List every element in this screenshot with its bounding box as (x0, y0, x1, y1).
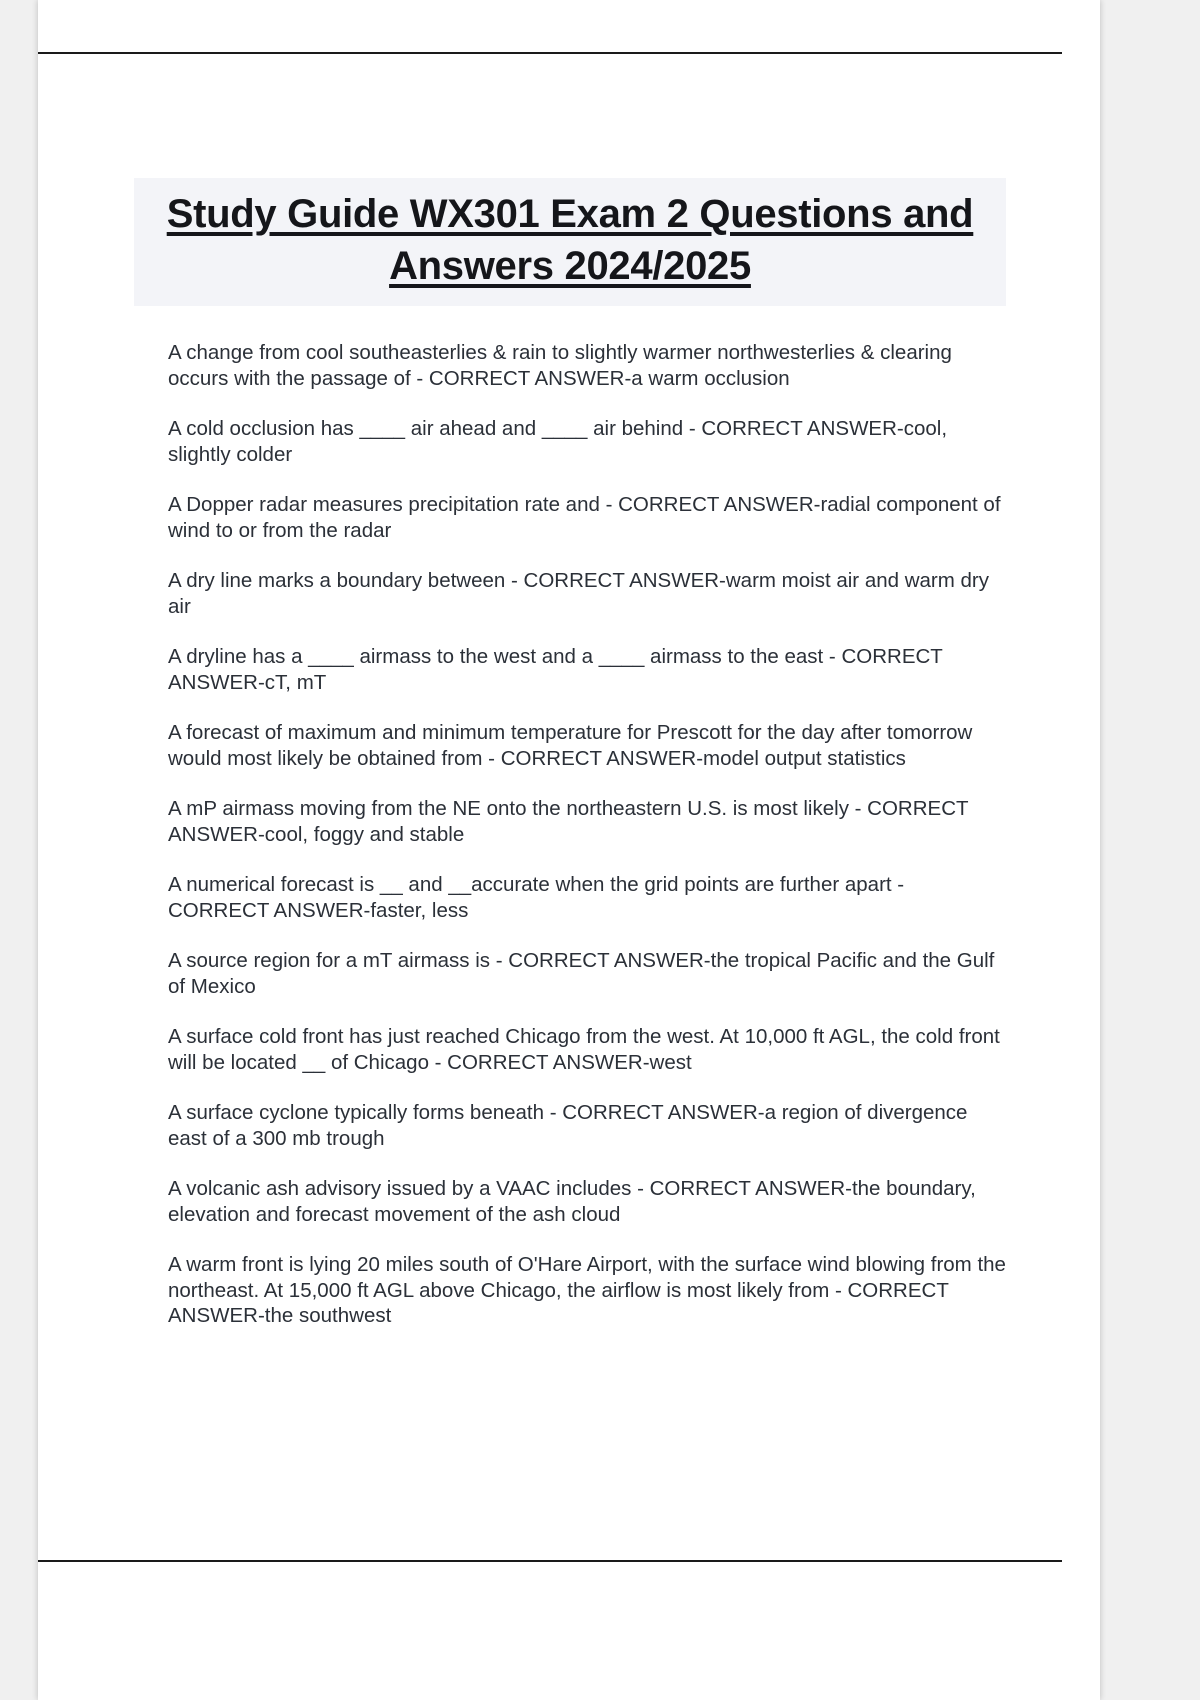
qa-item: A dryline has a ____ airmass to the west and a ____ airmass to the east - CORRECT ANSWER-cT, mT (168, 645, 943, 694)
qa-item: A dry line marks a boundary between - CORRECT ANSWER-warm moist air and warm dry air (168, 569, 990, 618)
qa-item: A surface cold front has just reached Chicago from the west. At 10,000 ft AGL, the cold front will be located __ of Chicago - CORRECT ANSWER-west (168, 1025, 1000, 1074)
qa-item: A volcanic ash advisory issued by a VAAC includes - CORRECT ANSWER-the boundary, elevation and forecast movement of the ash cloud (168, 1177, 976, 1226)
qa-item: A source region for a mT airmass is - CORRECT ANSWER-the tropical Pacific and the Gulf of Mexico (168, 949, 995, 998)
document-title-band (134, 178, 1006, 306)
qa-item: A numerical forecast is __ and __accurate when the grid points are further apart - CORRECT ANSWER-faster, less (168, 873, 905, 922)
document-page (38, 0, 1100, 1700)
header-divider (38, 52, 1062, 54)
qa-list (168, 340, 1010, 1329)
qa-item: A change from cool southeasterlies & rain to slightly warmer northwesterlies & clearing occurs with the passage of - CORRECT ANSWER-a warm occlusion (168, 341, 952, 390)
footer-divider (38, 1560, 1062, 1562)
qa-item: A cold occlusion has ____ air ahead and ____ air behind - CORRECT ANSWER-cool, slightly colder (168, 417, 948, 466)
qa-item: A Dopper radar measures precipitation rate and - CORRECT ANSWER-radial component of wind to or from the radar (168, 493, 1001, 542)
qa-item: A surface cyclone typically forms beneath - CORRECT ANSWER-a region of divergence east of a 300 mb trough (168, 1101, 968, 1150)
page-title: Study Guide WX301 Exam 2 Questions and Answers 2024/2025 (166, 192, 974, 288)
qa-item: A mP airmass moving from the NE onto the northeastern U.S. is most likely - CORRECT ANSWER-cool, foggy and stable (168, 797, 969, 846)
qa-item: A forecast of maximum and minimum temperature for Prescott for the day after tomorrow would most likely be obtained from - CORRECT ANSWER-model output statistics (168, 721, 973, 770)
qa-item: A warm front is lying 20 miles south of O'Hare Airport, with the surface wind blowing from the northeast. At 15,000 ft AGL above Chicago, the airflow is most likely from - CORRECT ANSWER-the southwest (168, 1253, 1006, 1327)
